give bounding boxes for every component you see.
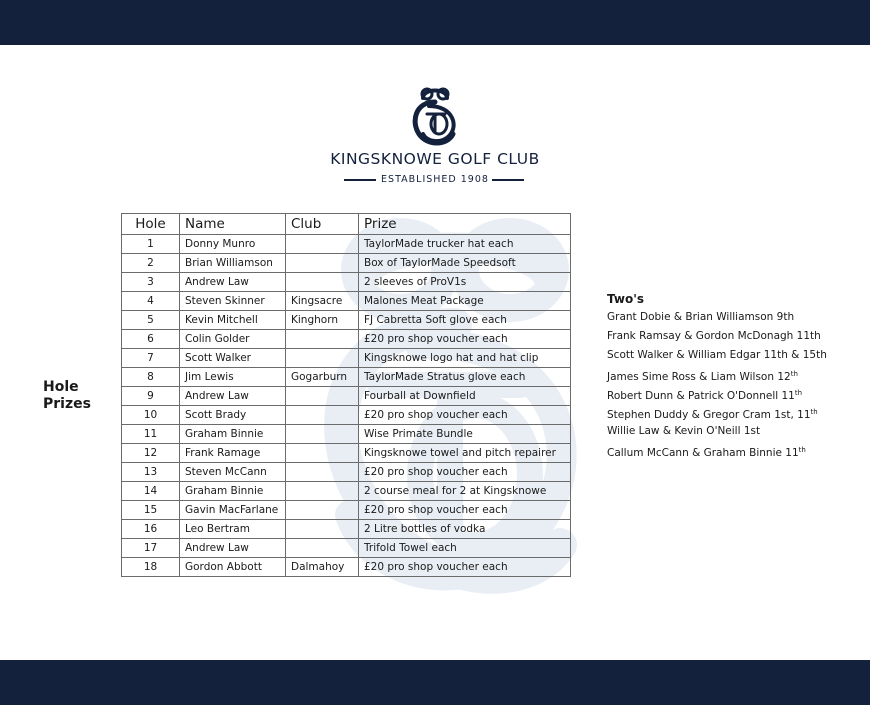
cell-name: Scott Brady	[180, 406, 286, 425]
club-name: KINGSKNOWE GOLF CLUB	[330, 150, 540, 168]
cell-club	[286, 539, 359, 558]
twos-title: Two's	[607, 292, 645, 306]
cell-hole: 15	[122, 501, 180, 520]
twos-entry	[607, 424, 827, 443]
cell-club: Kinghorn	[286, 311, 359, 330]
cell-prize: 2 course meal for 2 at Kingsknowe	[359, 482, 571, 501]
cell-prize: £20 pro shop voucher each	[359, 406, 571, 425]
table-row	[122, 254, 571, 273]
cell-name: Leo Bertram	[180, 520, 286, 539]
cell-name: Brian Williamson	[180, 254, 286, 273]
twos-entry-suffix: th	[794, 389, 803, 397]
cell-club	[286, 254, 359, 273]
table-row	[122, 273, 571, 292]
cell-prize: Kingsknowe logo hat and hat clip	[359, 349, 571, 368]
club-crest-icon	[405, 82, 465, 148]
column-header-name: Name	[180, 214, 286, 235]
cell-prize: Malones Meat Package	[359, 292, 571, 311]
cell-hole: 10	[122, 406, 180, 425]
cell-prize: TaylorMade trucker hat each	[359, 235, 571, 254]
cell-prize: TaylorMade Stratus glove each	[359, 368, 571, 387]
cell-name: Andrew Law	[180, 387, 286, 406]
twos-entry-text: Willie Law & Kevin O'Neill 1st	[607, 425, 761, 437]
table-row	[122, 482, 571, 501]
cell-club	[286, 235, 359, 254]
cell-name: Gavin MacFarlane	[180, 501, 286, 520]
cell-club	[286, 501, 359, 520]
twos-entry-suffix: th	[790, 370, 798, 378]
cell-club	[286, 425, 359, 444]
cell-prize: Fourball at Downfield	[359, 387, 571, 406]
cell-prize: Wise Primate Bundle	[359, 425, 571, 444]
table-row	[122, 425, 571, 444]
cell-name: Gordon Abbott	[180, 558, 286, 577]
table-row	[122, 387, 571, 406]
cell-hole: 1	[122, 235, 180, 254]
twos-entry	[607, 329, 827, 348]
cell-hole: 11	[122, 425, 180, 444]
cell-club	[286, 330, 359, 349]
cell-prize: 2 sleeves of ProV1s	[359, 273, 571, 292]
hole-prizes-label-line: Hole	[43, 379, 79, 395]
cell-club	[286, 444, 359, 463]
cell-hole: 8	[122, 368, 180, 387]
column-header-prize: Prize	[359, 214, 571, 235]
table-row	[122, 406, 571, 425]
cell-hole: 5	[122, 311, 180, 330]
table-row	[122, 463, 571, 482]
cell-club	[286, 349, 359, 368]
twos-entry-text: James Sime Ross & Liam Wilson 12	[607, 371, 791, 383]
twos-entry-suffix: th	[810, 408, 818, 416]
twos-entry-text: Grant Dobie & Brian Williamson 9th	[607, 311, 795, 323]
twos-entry	[607, 386, 827, 405]
cell-hole: 3	[122, 273, 180, 292]
cell-prize: Box of TaylorMade Speedsoft	[359, 254, 571, 273]
cell-hole: 9	[122, 387, 180, 406]
twos-entry-suffix: th	[798, 446, 806, 454]
cell-prize: £20 pro shop voucher each	[359, 463, 571, 482]
table-row	[122, 368, 571, 387]
cell-club: Gogarburn	[286, 368, 359, 387]
cell-name: Frank Ramage	[180, 444, 286, 463]
cell-club: Dalmahoy	[286, 558, 359, 577]
cell-hole: 18	[122, 558, 180, 577]
column-header-hole: Hole	[122, 214, 180, 235]
cell-name: Andrew Law	[180, 273, 286, 292]
cell-prize: Trifold Towel each	[359, 539, 571, 558]
cell-club	[286, 463, 359, 482]
cell-name: Steven Skinner	[180, 292, 286, 311]
cell-club	[286, 482, 359, 501]
cell-prize: £20 pro shop voucher each	[359, 501, 571, 520]
table-row	[122, 311, 571, 330]
established-right-rule	[492, 179, 524, 181]
hole-prizes-table	[121, 213, 571, 577]
cell-name: Kevin Mitchell	[180, 311, 286, 330]
hole-prizes-label-line: Prizes	[43, 396, 91, 412]
cell-hole: 16	[122, 520, 180, 539]
cell-name: Graham Binnie	[180, 425, 286, 444]
table-row	[122, 501, 571, 520]
cell-hole: 6	[122, 330, 180, 349]
twos-entry	[607, 443, 827, 462]
cell-name: Graham Binnie	[180, 482, 286, 501]
cell-hole: 17	[122, 539, 180, 558]
cell-hole: 12	[122, 444, 180, 463]
cell-name: Donny Munro	[180, 235, 286, 254]
cell-name: Colin Golder	[180, 330, 286, 349]
cell-name: Scott Walker	[180, 349, 286, 368]
table-row	[122, 349, 571, 368]
twos-entry-text: Callum McCann & Graham Binnie 11	[607, 447, 799, 459]
twos-entry	[607, 367, 827, 386]
twos-entry	[607, 348, 827, 367]
cell-name: Steven McCann	[180, 463, 286, 482]
table-row	[122, 558, 571, 577]
cell-club	[286, 387, 359, 406]
cell-prize: £20 pro shop voucher each	[359, 558, 571, 577]
twos-entry-text: Robert Dunn & Patrick O'Donnell 11	[607, 390, 795, 402]
cell-club: Kingsacre	[286, 292, 359, 311]
hole-prizes-label	[43, 379, 91, 413]
twos-entry	[607, 310, 827, 329]
table-row	[122, 235, 571, 254]
cell-prize: FJ Cabretta Soft glove each	[359, 311, 571, 330]
cell-prize: 2 Litre bottles of vodka	[359, 520, 571, 539]
table-header-row	[122, 214, 571, 235]
table-row	[122, 330, 571, 349]
bottom-banner	[0, 660, 870, 705]
cell-hole: 14	[122, 482, 180, 501]
column-header-club: Club	[286, 214, 359, 235]
top-banner	[0, 0, 870, 45]
table-row	[122, 520, 571, 539]
table-row	[122, 444, 571, 463]
cell-name: Andrew Law	[180, 539, 286, 558]
table-row	[122, 292, 571, 311]
twos-entry-text: Frank Ramsay & Gordon McDonagh 11th	[607, 330, 821, 342]
cell-club	[286, 273, 359, 292]
established-text: ESTABLISHED 1908	[381, 174, 489, 185]
cell-hole: 2	[122, 254, 180, 273]
cell-hole: 7	[122, 349, 180, 368]
twos-entry	[607, 405, 827, 424]
twos-entry-text: Stephen Duddy & Gregor Cram 1st, 11	[607, 409, 811, 421]
cell-hole: 13	[122, 463, 180, 482]
cell-hole: 4	[122, 292, 180, 311]
cell-club	[286, 406, 359, 425]
cell-club	[286, 520, 359, 539]
cell-prize: £20 pro shop voucher each	[359, 330, 571, 349]
table-row	[122, 539, 571, 558]
twos-entry-text: Scott Walker & William Edgar 11th & 15th	[607, 349, 827, 361]
cell-prize: Kingsknowe towel and pitch repairer	[359, 444, 571, 463]
cell-name: Jim Lewis	[180, 368, 286, 387]
twos-list	[607, 310, 827, 462]
